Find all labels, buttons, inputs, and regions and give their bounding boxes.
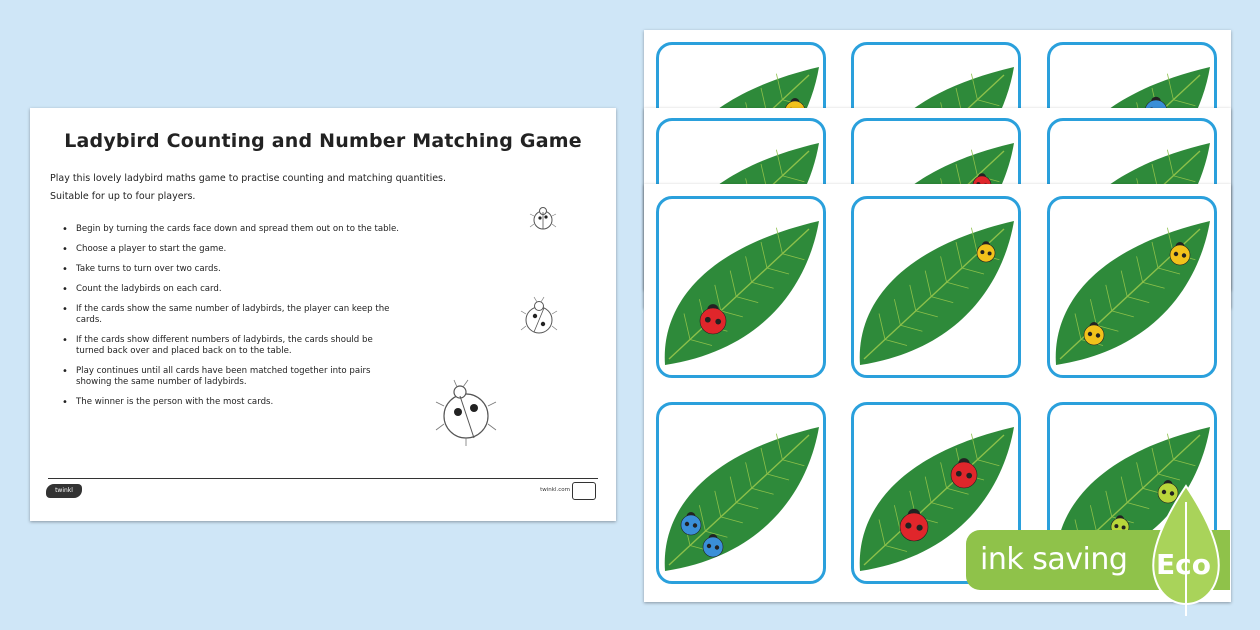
game-card bbox=[1047, 196, 1217, 378]
game-card bbox=[851, 196, 1021, 378]
instruction-sheet bbox=[30, 108, 616, 521]
leaf-card-illustration bbox=[854, 199, 1018, 375]
footer-url: twinkl.com bbox=[540, 487, 570, 493]
leaf-card-illustration bbox=[1050, 199, 1214, 375]
instruction-step: • Choose a player to start the game. bbox=[62, 244, 402, 255]
ladybird-outline-icon bbox=[526, 202, 560, 236]
sheet-title: Ladybird Counting and Number Matching Game bbox=[64, 130, 582, 152]
ladybird-outline-icon bbox=[430, 374, 502, 450]
instruction-list bbox=[62, 224, 402, 417]
ladybird-outline-icon bbox=[516, 294, 562, 342]
instruction-step: • Play continues until all cards have been matched together into pairs showing the same number of ladybirds. bbox=[62, 366, 402, 388]
game-card bbox=[656, 196, 826, 378]
intro-text bbox=[50, 170, 490, 206]
instruction-step: • Take turns to turn over two cards. bbox=[62, 264, 402, 275]
eco-word: Eco bbox=[1156, 548, 1211, 581]
intro-line-1: Play this lovely ladybird maths game to practise counting and matching quantities. bbox=[50, 173, 447, 184]
footer-divider bbox=[48, 478, 598, 479]
intro-line-2: Suitable for up to four players. bbox=[50, 191, 196, 202]
game-card bbox=[656, 402, 826, 584]
instruction-step: • If the cards show the same number of ladybirds, the player can keep the cards. bbox=[62, 304, 402, 326]
instruction-step: • Count the ladybirds on each card. bbox=[62, 284, 402, 295]
brand-logo: twinkl bbox=[46, 484, 82, 498]
instruction-step: • If the cards show different numbers of ladybirds, the cards should be turned back over and placed back on to the table. bbox=[62, 335, 402, 357]
brand-logo-icon bbox=[572, 482, 596, 500]
eco-badge-text: ink saving bbox=[980, 542, 1128, 577]
instruction-step: • The winner is the person with the most cards. bbox=[62, 397, 402, 408]
instruction-step: • Begin by turning the cards face down and spread them out on to the table. bbox=[62, 224, 402, 235]
leaf-card-illustration bbox=[659, 199, 823, 375]
leaf-card-illustration bbox=[659, 405, 823, 581]
